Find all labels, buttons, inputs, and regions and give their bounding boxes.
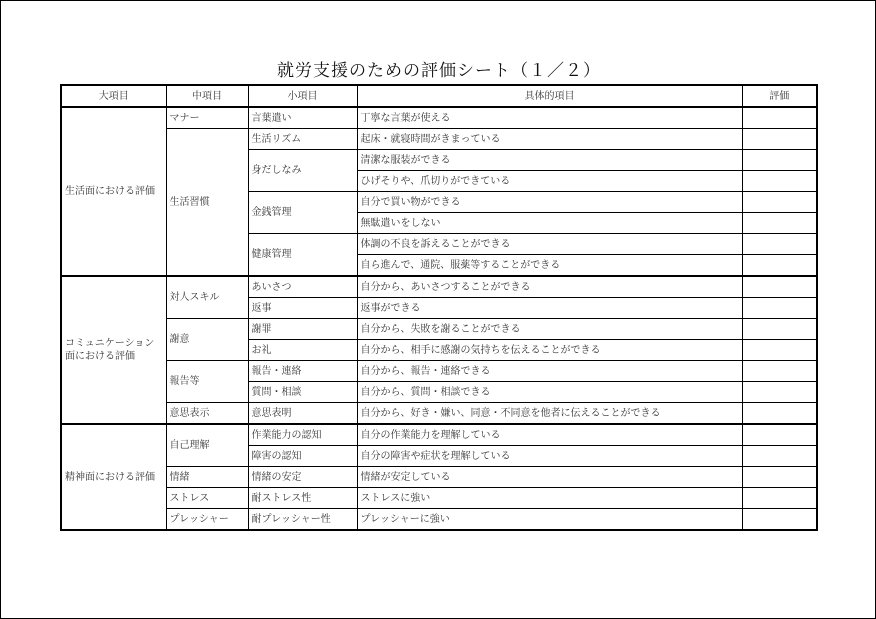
minor-health: 健康管理 — [248, 234, 357, 277]
detail-health-1: 体調の不良を訴えることができる — [357, 234, 742, 255]
detail-health-2: 自ら進んで、通院、服薬等することができる — [357, 255, 742, 277]
rating-cell[interactable] — [742, 424, 817, 446]
table-row — [61, 107, 817, 129]
rating-cell[interactable] — [742, 129, 817, 150]
table-row — [61, 319, 817, 340]
minor-gratitude: お礼 — [248, 340, 357, 361]
minor-rhythm: 生活リズム — [248, 129, 357, 150]
rating-cell[interactable] — [742, 298, 817, 319]
middle-social: 対人スキル — [166, 276, 248, 319]
rating-cell[interactable] — [742, 382, 817, 403]
table-row — [61, 424, 817, 446]
header-major: 大項目 — [61, 85, 166, 107]
detail-grooming-2: ひげそりや、爪切りができている — [357, 171, 742, 192]
table-row — [61, 129, 817, 150]
rating-cell[interactable] — [742, 150, 817, 171]
rating-cell[interactable] — [742, 255, 817, 277]
rating-cell[interactable] — [742, 319, 817, 340]
middle-pressure: プレッシャー — [166, 509, 248, 531]
major-life: 生活面における評価 — [61, 107, 166, 276]
header-row — [61, 85, 817, 107]
detail-reply: 返事ができる — [357, 298, 742, 319]
rating-cell[interactable] — [742, 403, 817, 425]
minor-question: 質問・相談 — [248, 382, 357, 403]
header-middle: 中項目 — [166, 85, 248, 107]
detail-apology: 自分から、失敗を謝ることができる — [357, 319, 742, 340]
minor-disorder: 障害の認知 — [248, 446, 357, 467]
detail-ability: 自分の作業能力を理解している — [357, 424, 742, 446]
rating-cell[interactable] — [742, 467, 817, 488]
table-row — [61, 467, 817, 488]
middle-thanks: 謝意 — [166, 319, 248, 361]
rating-cell[interactable] — [742, 488, 817, 509]
header-rating: 評価 — [742, 85, 817, 107]
evaluation-table — [60, 84, 818, 531]
header-minor: 小項目 — [248, 85, 357, 107]
rating-cell[interactable] — [742, 171, 817, 192]
detail-grooming-1: 清潔な服装ができる — [357, 150, 742, 171]
detail-gratitude: 自分から、相手に感謝の気持ちを伝えることができる — [357, 340, 742, 361]
minor-greeting: あいさつ — [248, 276, 357, 298]
header-detail: 具体的項目 — [357, 85, 742, 107]
rating-cell[interactable] — [742, 192, 817, 213]
minor-emotion: 情緒の安定 — [248, 467, 357, 488]
rating-cell[interactable] — [742, 107, 817, 129]
table-row — [61, 509, 817, 531]
detail-money-1: 自分で買い物ができる — [357, 192, 742, 213]
rating-cell[interactable] — [742, 276, 817, 298]
middle-stress: ストレス — [166, 488, 248, 509]
minor-manner: 言葉遣い — [248, 107, 357, 129]
major-communication: コミュニケーション面における評価 — [61, 276, 166, 424]
middle-habit: 生活習慣 — [166, 129, 248, 277]
rating-cell[interactable] — [742, 340, 817, 361]
minor-ability: 作業能力の認知 — [248, 424, 357, 446]
table-row — [61, 276, 817, 298]
detail-question: 自分から、質問・相談できる — [357, 382, 742, 403]
detail-stress: ストレスに強い — [357, 488, 742, 509]
sheet-title: 就労支援のための評価シート（１／２） — [277, 61, 601, 81]
minor-pressure: 耐プレッシャー性 — [248, 509, 357, 531]
rating-cell[interactable] — [742, 509, 817, 531]
detail-emotion: 情緒が安定している — [357, 467, 742, 488]
minor-report: 報告・連絡 — [248, 361, 357, 382]
middle-manner: マナー — [166, 107, 248, 129]
rating-cell[interactable] — [742, 213, 817, 234]
minor-express: 意思表明 — [248, 403, 357, 425]
detail-express: 自分から、好き・嫌い、同意・不同意を他者に伝えることができる — [357, 403, 742, 425]
detail-report: 自分から、報告・連絡できる — [357, 361, 742, 382]
middle-report: 報告等 — [166, 361, 248, 403]
middle-emotion: 情緒 — [166, 467, 248, 488]
table-row — [61, 488, 817, 509]
detail-money-2: 無駄遣いをしない — [357, 213, 742, 234]
minor-apology: 謝罪 — [248, 319, 357, 340]
detail-rhythm: 起床・就寝時間がきまっている — [357, 129, 742, 150]
middle-express: 意思表示 — [166, 403, 248, 425]
detail-disorder: 自分の障害や症状を理解している — [357, 446, 742, 467]
detail-manner: 丁寧な言葉が使える — [357, 107, 742, 129]
minor-money: 金銭管理 — [248, 192, 357, 234]
minor-stress: 耐ストレス性 — [248, 488, 357, 509]
middle-self: 自己理解 — [166, 424, 248, 467]
detail-greeting: 自分から、あいさつすることができる — [357, 276, 742, 298]
rating-cell[interactable] — [742, 234, 817, 255]
detail-pressure: プレッシャーに強い — [357, 509, 742, 531]
rating-cell[interactable] — [742, 361, 817, 382]
table-row — [61, 361, 817, 382]
major-mental: 精神面における評価 — [61, 424, 166, 530]
minor-grooming: 身だしなみ — [248, 150, 357, 192]
rating-cell[interactable] — [742, 446, 817, 467]
minor-reply: 返事 — [248, 298, 357, 319]
table-row — [61, 403, 817, 425]
